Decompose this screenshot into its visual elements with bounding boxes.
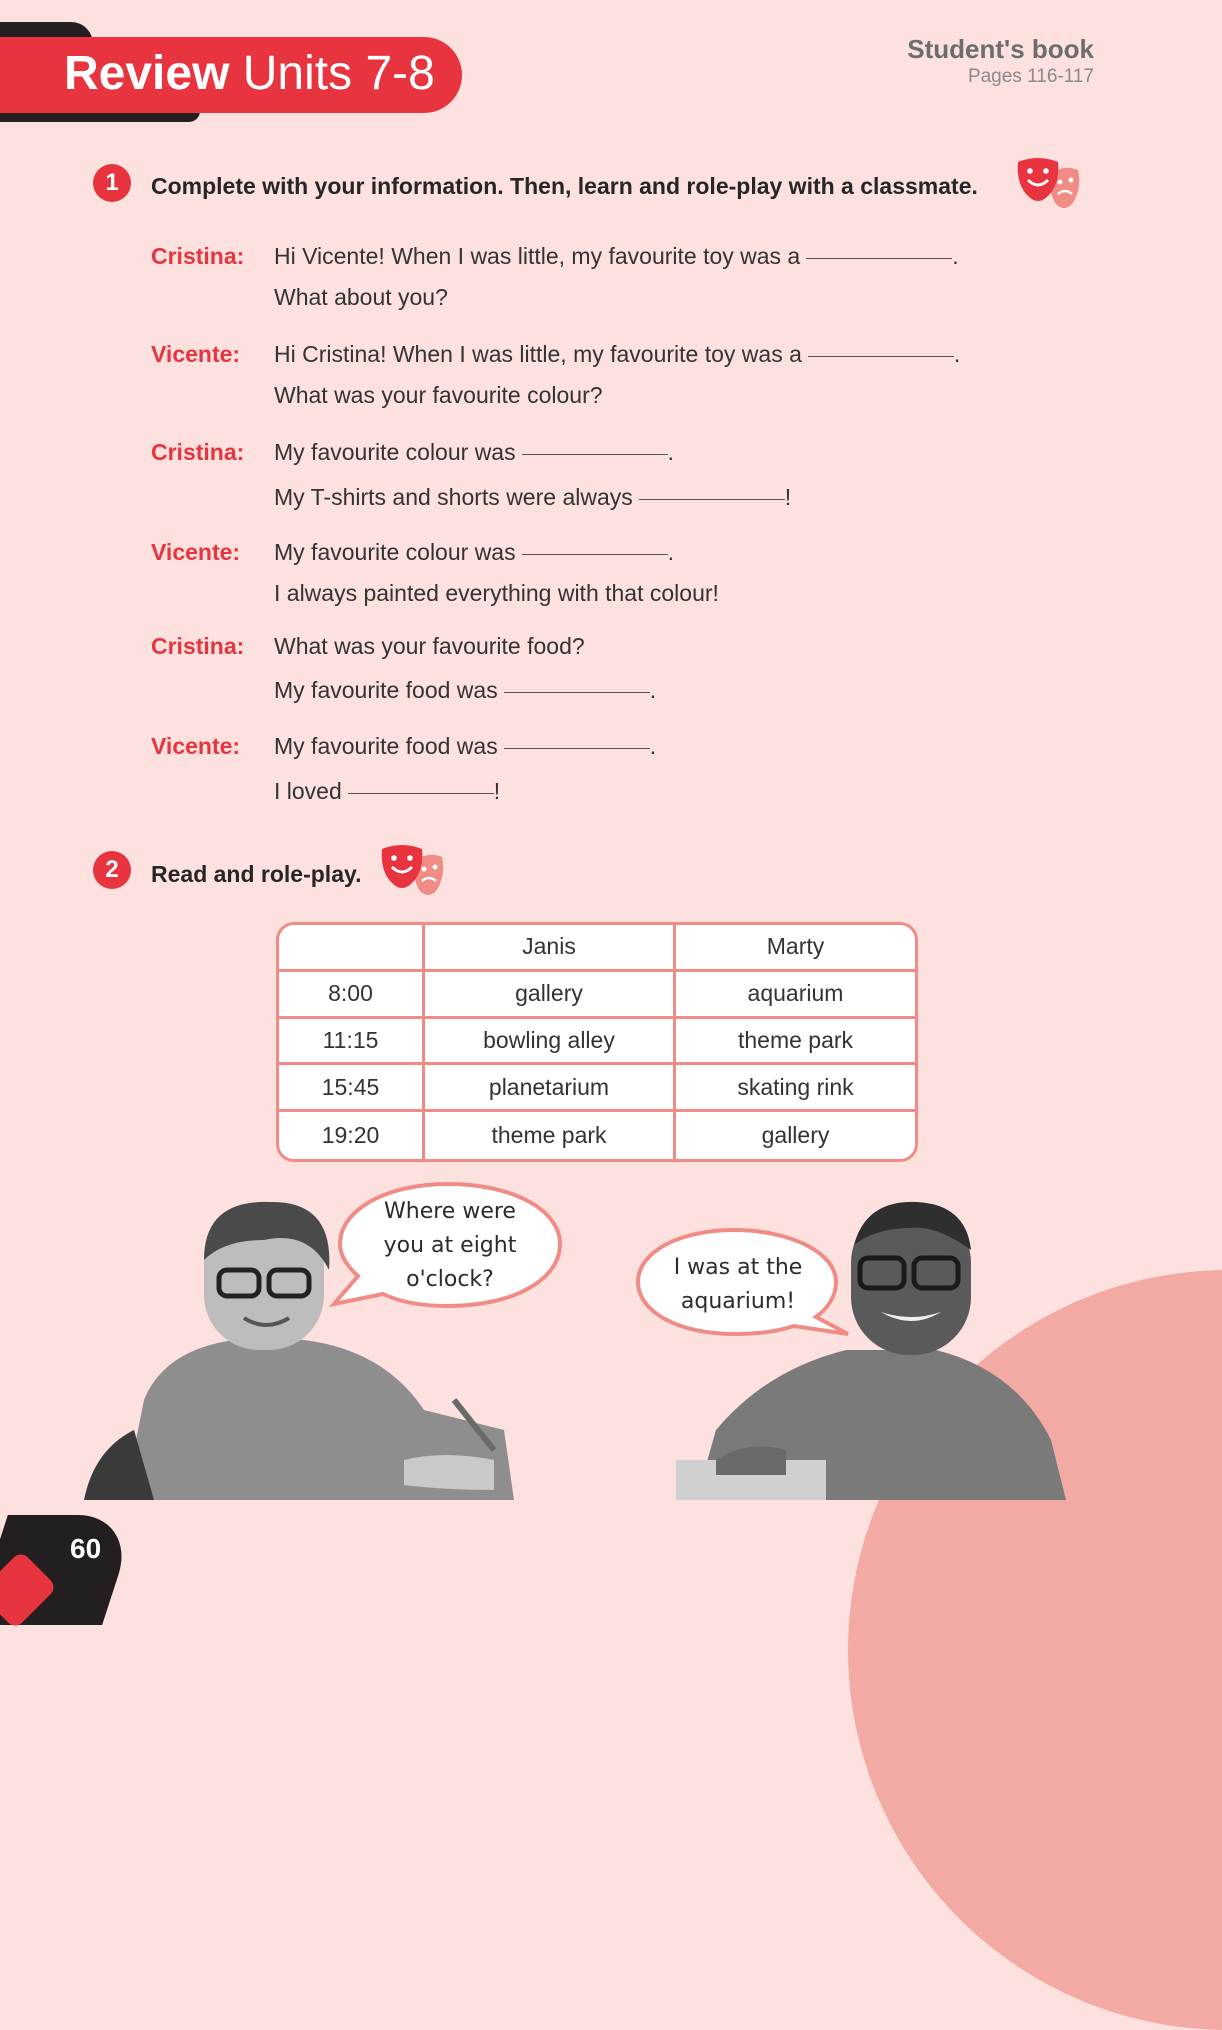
line-text: My T-shirts and shorts were always <box>274 484 633 510</box>
line-end: ! <box>493 778 501 804</box>
line-text: Hi Vicente! When I was little, my favourite toy was a <box>274 243 801 269</box>
table-cell: gallery <box>425 972 676 1019</box>
line-text: My favourite food was <box>274 733 498 759</box>
answer-blank[interactable] <box>504 691 650 693</box>
answer-blank[interactable] <box>504 747 650 749</box>
dialogue-line <box>274 243 959 270</box>
theatre-masks-icon <box>380 843 464 903</box>
bubble-left-line-3: o'clock? <box>406 1267 494 1292</box>
speaker-label: Vicente: <box>151 539 241 565</box>
table-cell: 8:00 <box>279 972 425 1019</box>
line-text: My favourite colour was <box>274 539 516 565</box>
page-title <box>64 46 435 101</box>
speech-bubble-right <box>634 1226 854 1342</box>
dialogue-line <box>274 341 960 368</box>
table-cell: theme park <box>425 1112 676 1159</box>
exercise-2-instruction: Read and role-play. <box>151 861 362 887</box>
line-end: . <box>952 243 959 269</box>
table-cell: theme park <box>676 1019 915 1066</box>
table-cell: 11:15 <box>279 1019 425 1066</box>
table-header-cell: Marty <box>676 925 915 972</box>
speaker-label: Vicente: <box>151 341 241 367</box>
line-text: My favourite food was <box>274 677 498 703</box>
line-text: Hi Cristina! When I was little, my favourite toy was a <box>274 341 802 367</box>
line-end: . <box>667 539 674 565</box>
speaker-label: Cristina: <box>151 243 245 269</box>
answer-blank[interactable] <box>522 453 668 455</box>
exercise-1-instruction: Complete with your information. Then, learn and role-play with a classmate. <box>151 173 978 199</box>
exercise-1-number: 1 <box>93 164 131 202</box>
answer-blank[interactable] <box>639 498 785 500</box>
title-rest: Units 7-8 <box>242 47 435 100</box>
answer-blank[interactable] <box>348 792 494 794</box>
answer-blank[interactable] <box>522 553 668 555</box>
speaker-label: Cristina: <box>151 439 245 465</box>
dialogue-line <box>274 778 500 805</box>
speaker-label: Cristina: <box>151 633 245 659</box>
table-cell: 19:20 <box>279 1112 425 1159</box>
speech-bubble-left <box>328 1180 568 1320</box>
table-cell: skating rink <box>676 1065 915 1112</box>
theatre-masks-icon <box>1016 156 1100 216</box>
answer-blank[interactable] <box>808 355 954 357</box>
dialogue-line <box>274 539 674 566</box>
line-end: . <box>649 733 657 759</box>
table-header-cell: Janis <box>425 925 676 972</box>
answer-blank[interactable] <box>806 257 952 259</box>
dialogue-line: What about you? <box>274 284 448 310</box>
students-book-label: Student's book <box>907 34 1094 64</box>
table-cell: bowling alley <box>425 1019 676 1066</box>
bubble-left-line-1: Where were <box>384 1199 516 1224</box>
page-number: 60 <box>70 1533 102 1564</box>
table-cell: 15:45 <box>279 1065 425 1112</box>
exercise-2-number: 2 <box>93 851 131 889</box>
pages-reference: Pages 116-117 <box>967 66 1094 87</box>
line-end: . <box>667 439 674 465</box>
dialogue-line <box>274 677 656 704</box>
bubble-right-line-2: aquarium! <box>680 1289 796 1314</box>
table-cell: aquarium <box>676 972 915 1019</box>
schedule-table <box>276 922 918 1162</box>
dialogue-line <box>274 439 674 466</box>
title-bold: Review <box>64 47 230 100</box>
dialogue-line: What was your favourite food? <box>274 633 585 659</box>
line-end: . <box>953 341 961 367</box>
table-cell: planetarium <box>425 1065 676 1112</box>
line-end: . <box>649 677 657 703</box>
dialogue-line <box>274 733 656 760</box>
dialogue-line <box>274 484 791 511</box>
dialogue-line: I always painted everything with that colour! <box>274 580 719 606</box>
bubble-left-line-2: you at eight <box>383 1233 517 1258</box>
bubble-right-line-1: I was at the <box>673 1255 803 1280</box>
line-text: My favourite colour was <box>274 439 516 465</box>
line-end: ! <box>784 484 792 510</box>
table-cell: gallery <box>761 1122 830 1149</box>
table-header-cell <box>279 925 425 972</box>
line-text: I loved <box>274 778 342 804</box>
dialogue-line: What was your favourite colour? <box>274 382 603 408</box>
speaker-label: Vicente: <box>151 733 241 759</box>
